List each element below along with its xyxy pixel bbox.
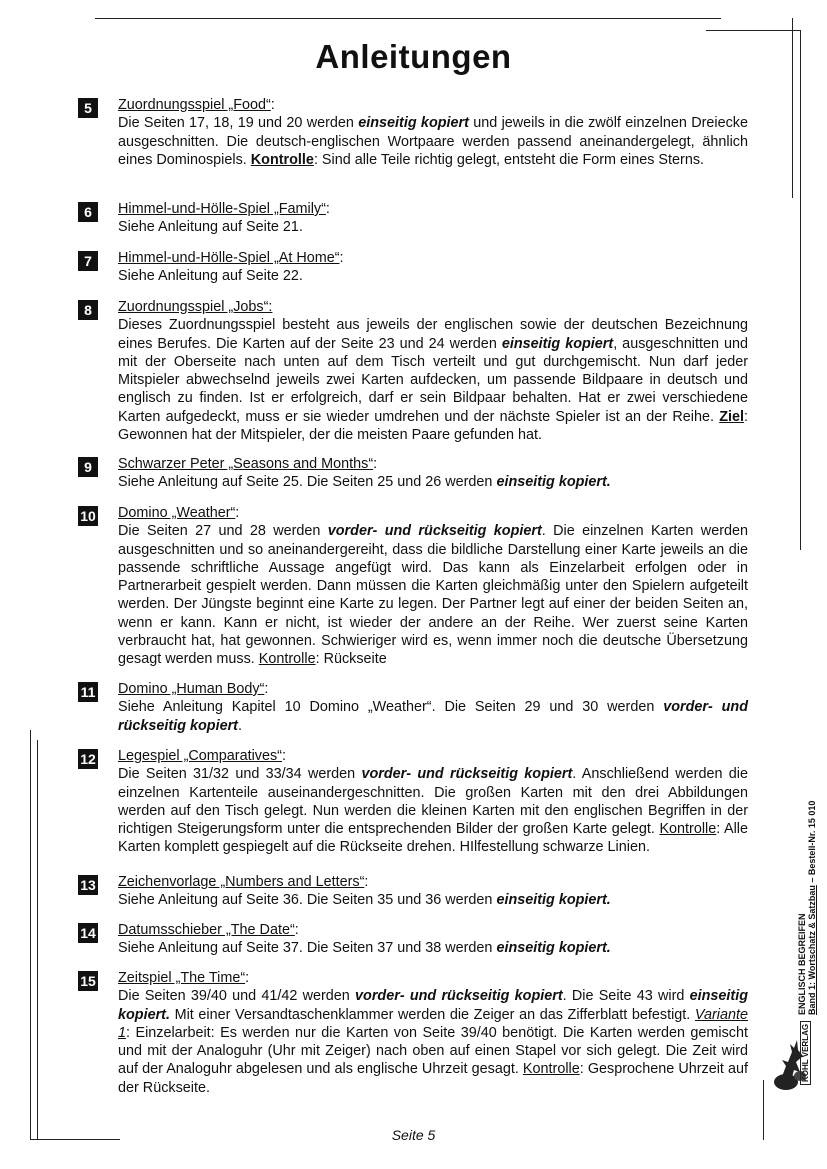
entry-heading: Zuordnungsspiel „Jobs“: (118, 299, 273, 315)
entry-number-badge: 13 (78, 875, 98, 895)
entry-number-badge: 6 (78, 202, 98, 222)
entry-content (118, 96, 748, 169)
entry-number-badge: 7 (78, 251, 98, 271)
frame-left-inner-line (37, 740, 38, 1140)
entry-heading: Domino „Human Body“: (118, 681, 269, 697)
entry-number-badge: 11 (78, 682, 98, 702)
entry-number-badge: 9 (78, 457, 98, 477)
entry-heading: Zuordnungsspiel „Food“: (118, 97, 275, 113)
entry-number-badge: 5 (78, 98, 98, 118)
entry-content (118, 249, 748, 286)
series-name: ENGLISCH BEGREIFEN (797, 913, 807, 1015)
entry-heading: Legespiel „Comparatives“: (118, 748, 286, 764)
entry-body: Siehe Anleitung auf Seite 22. (118, 268, 303, 285)
series-info-vertical (797, 801, 817, 1015)
entry-body: Dieses Zuordnungsspiel besteht aus jeweils der englischen sowie der deutschen Bezeichnung eines Berufes. Die Karten auf der Seite 23 und 24 werden einseitig kopiert, ausgeschnitten und mit der Oberseite nach unten auf dem Tisch verteilt und gut durchgemischt. Nun darf jeder Mitspieler abwechselnd jeweils zwei Karten aufdecken, um passende Bildpaare in deutsch und englisch zu finden. Ist er erfolgreich, darf er sein Bildpaar behalten. Hat er zwei verschiedene Karten aufgedeckt, muss er sie wieder umdrehen und der nächste Spieler ist an der Reihe. Ziel: Gewonnen hat der Mitspieler, der die meisten Paare gefunden hat. (118, 317, 749, 444)
frame-right-line (800, 30, 801, 550)
entry-heading: Himmel-und-Hölle-Spiel „At Home“: (118, 250, 344, 266)
entry-content (118, 200, 748, 237)
entry-heading: Zeichenvorlage „Numbers and Letters“: (118, 874, 369, 890)
page-footer: Seite 5 (391, 1127, 436, 1143)
entry-number-badge: 10 (78, 506, 98, 526)
entry-body: Die Seiten 27 und 28 werden vorder- und rückseitig kopiert. Die einzelnen Karten werden ausgeschnitten und so aneinandergereiht, dass die bildliche Darstellung einer Karte jeweils an die passende schriftliche Aussage angefügt wird. Das kann als Einzelarbeit erfolgen oder in Partnerarbeit gespielt werden. Dann müssen die Karten gleichmäßig unter den Spielern aufgeteilt werden. Der Jüngste beginnt eine Karte zu legen. Der Partner legt auf einer der beiden Seiten an, wenn er kann. Kann er nicht, ist wieder der andere an der Reihe. Wer zuerst seine Karten verbraucht hat, hat gewonnen. Schwieriger wird es, wenn immer noch die deutsche Übersetzung gesagt werden muss. Kontrolle: Rückseite (118, 523, 748, 668)
entry-number-badge: 8 (78, 300, 98, 320)
entry-heading: Datumsschieber „The Date“: (118, 922, 299, 938)
frame-left-line (30, 730, 31, 1140)
frame-top-right-line (706, 30, 801, 31)
entry-heading: Domino „Weather“: (118, 505, 240, 521)
publisher-name: KOHL VERLAG (800, 1021, 811, 1085)
entry-content (118, 680, 748, 735)
series-volume: Band 1: Wortschatz & Satzbau – Bestell-Nr. 15 010 (807, 800, 817, 1015)
entry-content (118, 298, 748, 444)
page-title: Anleitungen (315, 38, 512, 75)
entry-body: Siehe Anleitung auf Seite 25. Die Seiten 25 und 26 werden einseitig kopiert. (118, 474, 611, 491)
entry-body: Siehe Anleitung Kapitel 10 Domino „Weather“. Die Seiten 29 und 30 werden vorder- und rückseitig kopiert. (118, 699, 749, 734)
entry-heading: Zeitspiel „The Time“: (118, 970, 250, 986)
entry-number-badge: 14 (78, 923, 98, 943)
entry-content (118, 747, 748, 857)
frame-top-line (95, 18, 721, 19)
entry-number-badge: 15 (78, 971, 98, 991)
entry-content (118, 921, 748, 958)
entry-content (118, 969, 748, 1097)
entry-number-badge: 12 (78, 749, 98, 769)
entry-content (118, 504, 748, 669)
entry-heading: Himmel-und-Hölle-Spiel „Family“: (118, 201, 330, 217)
entry-body: Die Seiten 31/32 und 33/34 werden vorder- und rückseitig kopiert. Anschließend werden die einzelnen Kartenteile auseinandergeschnitten. Die großen Karten mit den drei Abbildungen werden auf den Tisch gelegt. Nun werden die kleinen Karten mit den englischen Begriffen in der richtigen Steigerungsform unter die entsprechenden Bilder der großen Karte gelegt. Kontrolle: Alle Karten komplett gespiegelt auf die Rückseite drehen. HIlfestellung schwarze Linien. (118, 766, 748, 856)
entry-body: Die Seiten 39/40 und 41/42 werden vorder- und rückseitig kopiert. Die Seite 43 wird einseitig kopiert. Mit einer Versandtaschenklammer werden die Zeiger an das Zifferblatt befestigt. Variante 1: Einzelarbeit: Es werden nur die Karten von Seite 39/40 benötigt. Die Karten werden gemischt und mit der Analoguhr (Uhr mit Zeiger) nach oben auf einen Stapel vor sich gelegt. Die Zeit wird auf der Analoguhr abgelesen und als englische Uhrzeit gesagt. Kontrolle: Gesprochene Uhrzeit auf der Rückseite. (118, 988, 748, 1096)
entry-heading: Schwarzer Peter „Seasons and Months“: (118, 456, 378, 472)
entry-content (118, 873, 748, 910)
entry-body: Siehe Anleitung auf Seite 37. Die Seiten 37 und 38 werden einseitig kopiert. (118, 940, 611, 957)
entry-body: Siehe Anleitung auf Seite 36. Die Seiten 35 und 36 werden einseitig kopiert. (118, 892, 611, 909)
entry-body: Siehe Anleitung auf Seite 21. (118, 219, 303, 236)
entry-body: Die Seiten 17, 18, 19 und 20 werden einseitig kopiert und jeweils in die zwölf einzelnen Dreiecke ausgeschnitten. Die deutsch-englischen Wortpaare werden passend aneinandergelegt, ähnlich eines Dominospiels. Kontrolle: Sind alle Teile richtig gelegt, entsteht die Form eines Sterns. (118, 115, 748, 168)
entry-content (118, 455, 748, 492)
